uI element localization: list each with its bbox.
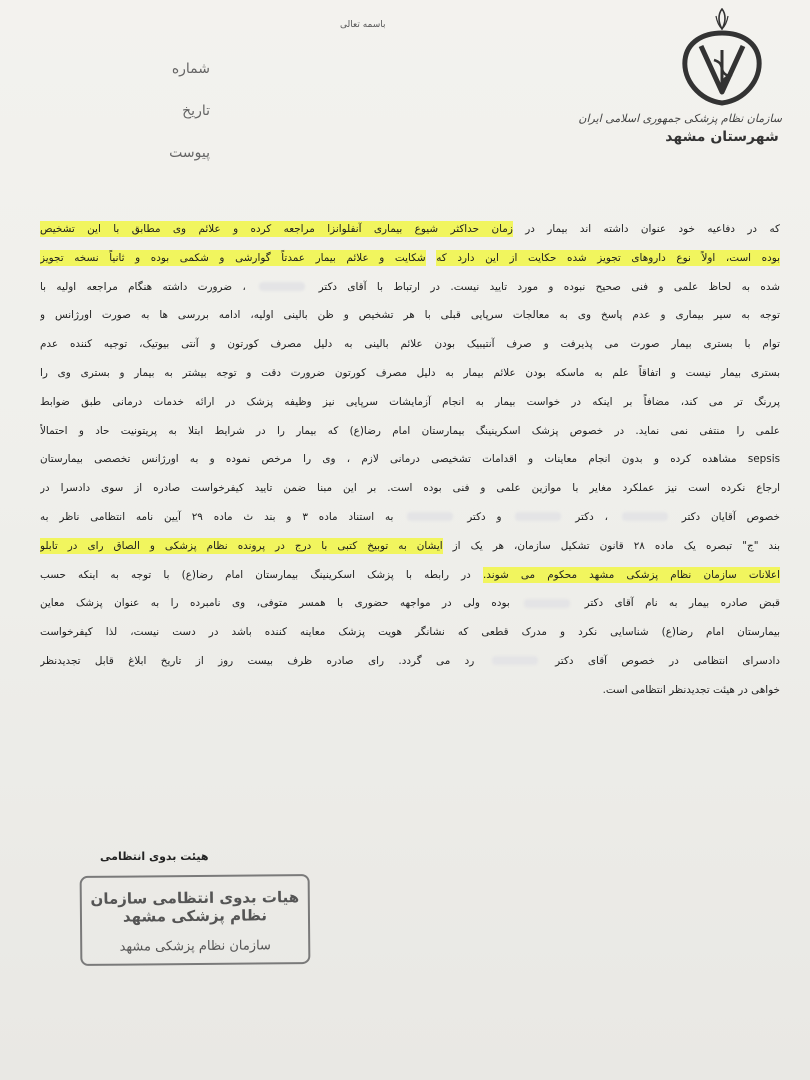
body-text-segment: بوده ولی در مواجهه حضوری با همسر متوفی، وی نامبرده را به عنوان پزشک معاین xyxy=(40,597,510,610)
body-line: پررنگ تر می کند، مضافاً بر اینکه در خواست بیمار به انجام آزمایشات سرپایی نیز وظیفه پزشک در ارائه خدمات درمانی طبق ضوابط xyxy=(40,395,780,408)
verdict-body xyxy=(40,215,780,705)
body-line: توجه به سیر بیماری و عدم پاسخ وی به معالجات سرپایی قبلی با هر تشخیص و ظن بالینی اولیه، ادامه بررسی ها به صورت اورژانس و xyxy=(40,309,780,322)
body-text-segment: در رابطه با پزشک اسکرینینگ بیمارستان امام رضا(ع) با توجه به اینکه حسب xyxy=(40,568,471,581)
body-line: علمی را منتفی نمی نماید. در خصوص پزشک اسکرینینگ بیمارستان امام رضا(ع) که بیمار را در شرایط ابتلا به پریتونیت حاد و احتمالاً xyxy=(40,424,780,437)
redacted-name xyxy=(407,512,453,521)
body-text-segment: بند "ج" تبصره یک ماده ۲۸ قانون تشکیل سازمان، هر یک از xyxy=(452,539,780,552)
org-city: شهرستان مشهد xyxy=(665,129,779,145)
redacted-name xyxy=(622,512,668,521)
signature-title: هیئت بدوی انتظامی xyxy=(100,850,209,863)
body-line xyxy=(40,532,780,561)
body-text-segment: که در دفاعیه خود عنوان داشته اند بیمار در xyxy=(525,223,780,235)
body-text-segment: و دکتر xyxy=(467,510,502,523)
number-label: شماره xyxy=(171,61,210,77)
highlighted-text: اعلانات سازمان نظام پزشکی مشهد محکوم می شوند. xyxy=(482,568,780,581)
body-line xyxy=(40,503,780,532)
redacted-name xyxy=(524,599,570,608)
body-text-segment: شده به لحاظ علمی و فنی صحیح نبوده و مورد تایید نیست. در ارتباط با آقای دکتر xyxy=(318,280,780,293)
body-line: sepsis مشاهده کرده و بدون انجام معاینات و اقدامات تشخیصی درمانی لازم ، وی را مرخص نموده و به اورژانس تخصصی بیمارستان xyxy=(40,453,780,466)
highlighted-text: شکایت و علائم بیمار عمدتاً گوارشی و شکمی بوده و ثانیاً نسخه تجویز xyxy=(40,251,426,264)
body-line: بیمارستان امام رضا(ع) شناسایی نکرد و مدرک قطعی که نشانگر هویت پزشک معاینه کننده باشد در دست نیست، لذا کیفرخواست xyxy=(40,626,780,639)
body-line: بستری بیمار نیست و اتفاقاً علم به ماسکه بودن علائم بیمار به دلیل مصرف کورتون ضرورت دقت و توجه بیشتر به بیمار و بستری وی را xyxy=(40,366,780,379)
highlighted-text: بوده است، اولاً نوع داروهای تجویز شده حکایت از این دارد که xyxy=(436,251,780,264)
highlighted-text: زمان حداکثر شیوع بیماری آنفلوانزا مراجعه کرده و علائم وی مطابق با این تشخیص xyxy=(40,223,513,235)
body-text-segment: ، دکتر xyxy=(575,510,608,523)
body-text-segment: دادسرای انتظامی در خصوص آقای دکتر xyxy=(555,654,780,667)
body-line: توام با بستری بیمار صورت می پذیرفت و صرف آنتیبیک بودن علائم بالینی به دلیل مصرف کورتون و آنتی بیوتیک، توجیه کننده عدم xyxy=(40,338,780,351)
body-text-segment: ، ضرورت داشته هنگام مراجعه اولیه با xyxy=(40,280,246,293)
redacted-name xyxy=(515,512,561,521)
emblem-icon xyxy=(712,8,732,30)
body-line xyxy=(40,589,780,618)
body-line xyxy=(40,215,780,244)
top-note: باسمه تعالی xyxy=(340,20,386,30)
body-line xyxy=(40,647,780,676)
body-line: ارجاع نکرده است نیز عملکرد مغایر با موازین علمی و فنی بوده است. بر این مبنا ضمن تایید کیفرخواست صادره از سوی دادسرا در xyxy=(40,482,780,495)
body-line xyxy=(40,244,780,273)
body-line: خواهی در هیئت تجدیدنظر انتظامی است. xyxy=(602,683,780,696)
attachment-label: پیوست xyxy=(169,145,210,161)
body-line xyxy=(40,561,780,590)
redacted-name xyxy=(492,656,538,665)
letter-meta-fields xyxy=(150,48,210,174)
body-line xyxy=(40,273,780,302)
stamp-line-2: سازمان نظام پزشکی مشهد xyxy=(119,938,271,955)
body-text-segment: خصوص آقایان دکتر xyxy=(681,510,780,523)
date-label: تاریخ xyxy=(182,103,210,119)
redacted-name xyxy=(259,282,305,291)
org-logo-block xyxy=(578,8,782,145)
body-text-segment: رد می گردد. رای صادره ظرف بیست روز از تاریخ ابلاغ قابل تجدیدنظر xyxy=(40,654,475,667)
org-name: سازمان نظام پزشکی جمهوری اسلامی ایران xyxy=(578,112,782,125)
medical-council-logo-icon xyxy=(679,30,765,106)
official-stamp xyxy=(80,874,311,966)
body-text-segment: قبض صادره بیمار به نام آقای دکتر xyxy=(584,597,780,610)
body-text-segment: به استناد ماده ۳ و بند ث ماده ۲۹ آیین نامه انتظامی ناظر به xyxy=(40,510,394,523)
stamp-line-1: هیات بدوی انتظامی سازمان نظام پزشکی مشهد xyxy=(90,888,300,926)
highlighted-text: ایشان به توبیخ کتبی با درج در پرونده نظام پزشکی و الصاق رای در تابلو xyxy=(40,539,443,552)
